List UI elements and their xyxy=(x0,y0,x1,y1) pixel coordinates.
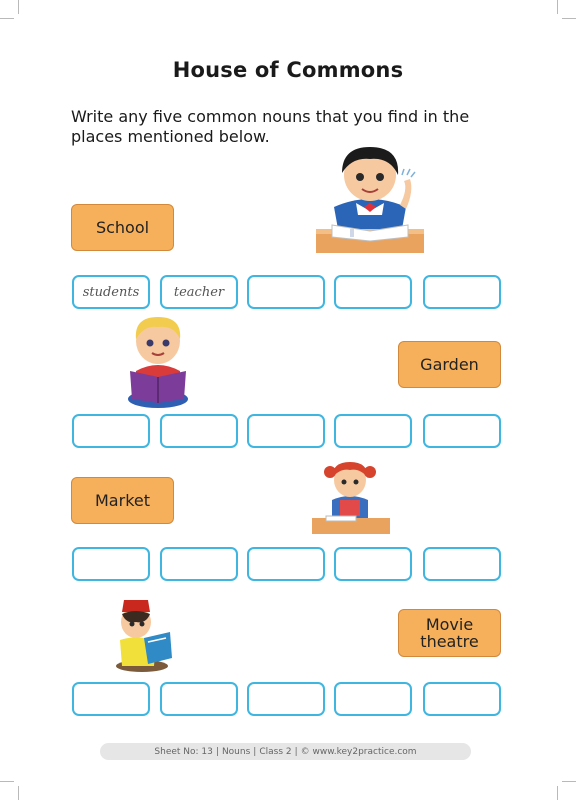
answer-box[interactable] xyxy=(160,547,238,581)
place-label-school xyxy=(71,204,174,251)
crop-mark xyxy=(562,18,576,19)
footer-topic: Nouns xyxy=(221,746,251,757)
answer-box[interactable] xyxy=(334,275,412,309)
crop-mark xyxy=(18,0,19,14)
answer-box[interactable]: teacher xyxy=(160,275,238,309)
footer-separator: | xyxy=(215,746,219,757)
footer-separator: | xyxy=(253,746,257,757)
place-line: Market xyxy=(95,491,150,510)
place-label-garden xyxy=(398,341,501,388)
boy-at-desk-illustration xyxy=(312,145,428,257)
place-line: theatre xyxy=(420,632,479,651)
footer-class: Class 2 xyxy=(259,746,292,757)
answer-box[interactable] xyxy=(160,682,238,716)
answer-box[interactable] xyxy=(160,414,238,448)
place-label-market xyxy=(71,477,174,524)
answer-box[interactable] xyxy=(247,682,325,716)
crop-mark xyxy=(18,786,19,800)
girl-writing-illustration xyxy=(310,460,392,536)
boy-with-fez-illustration xyxy=(108,596,176,672)
boy-reading-illustration xyxy=(122,313,194,409)
footer-bar xyxy=(100,743,471,760)
crop-mark xyxy=(0,781,14,782)
answer-box[interactable] xyxy=(247,414,325,448)
place-line: Garden xyxy=(420,355,479,374)
answer-box[interactable] xyxy=(247,275,325,309)
place-line: School xyxy=(95,218,150,237)
footer-sheet: Sheet No: 13 xyxy=(154,746,213,757)
crop-mark xyxy=(0,18,14,19)
footer-site: © www.key2practice.com xyxy=(300,746,417,757)
answer-box[interactable] xyxy=(423,682,501,716)
answer-box[interactable] xyxy=(72,414,150,448)
footer-separator: | xyxy=(294,746,298,757)
instructions: Write any five common nouns that you find in the places mentioned below. xyxy=(71,107,470,146)
answer-box[interactable] xyxy=(72,682,150,716)
answer-box[interactable]: students xyxy=(72,275,150,309)
crop-mark xyxy=(562,781,576,782)
answer-box[interactable] xyxy=(334,414,412,448)
answer-box[interactable] xyxy=(72,547,150,581)
crop-mark xyxy=(557,786,558,800)
page-title: House of Commons xyxy=(172,58,404,82)
answer-box[interactable] xyxy=(423,547,501,581)
crop-mark xyxy=(557,0,558,14)
answer-box[interactable] xyxy=(423,414,501,448)
answer-box[interactable] xyxy=(247,547,325,581)
answer-box[interactable] xyxy=(423,275,501,309)
answer-box[interactable] xyxy=(334,547,412,581)
answer-box[interactable] xyxy=(334,682,412,716)
place-label-movie-theatre xyxy=(398,609,501,657)
place-line: Movie xyxy=(425,615,474,634)
